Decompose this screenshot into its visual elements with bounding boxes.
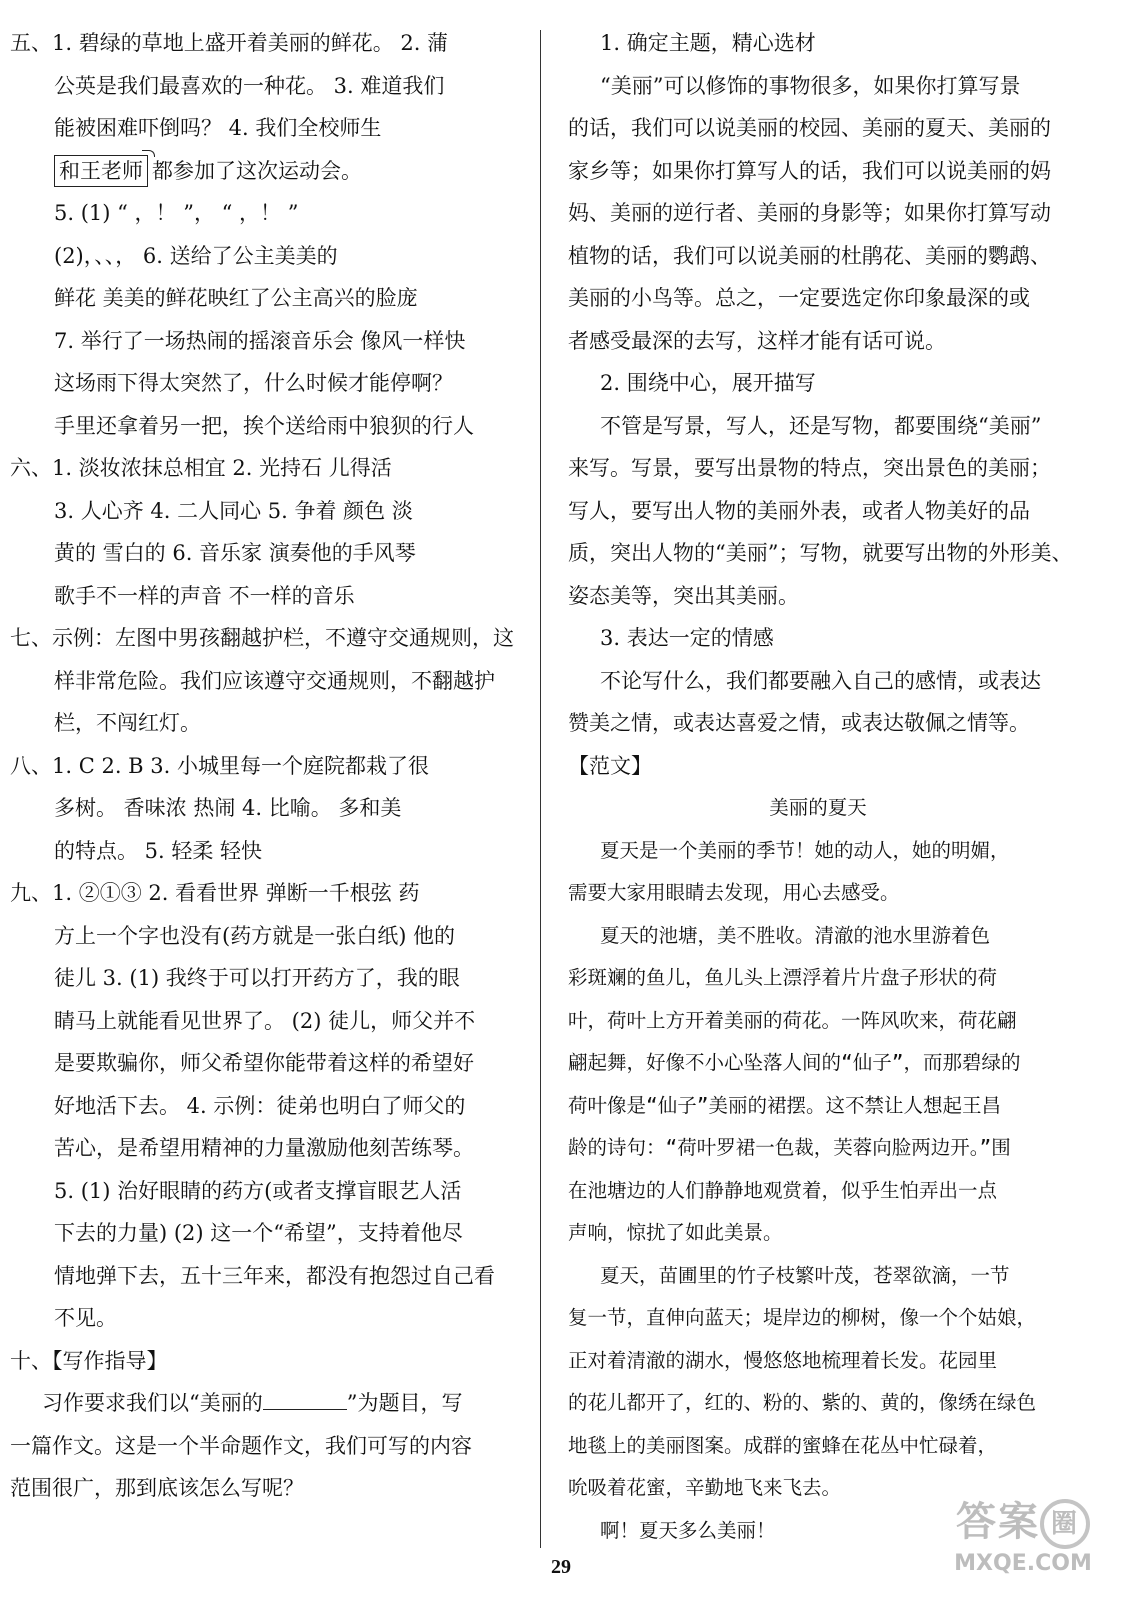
- text-line: 植物的话，我们可以说美丽的杜鹃花、美丽的鹦鹉、: [568, 243, 1051, 268]
- section-5: [10, 22, 520, 447]
- text-line: 睛马上就能看见世界了。 (2) 徒儿，师父并不: [54, 1008, 476, 1033]
- text-line: 5. (1) 治好眼睛的药方(或者支撑盲眼艺人活: [54, 1178, 462, 1203]
- text-line: 家乡等；如果你打算写人的话，我们可以说美丽的妈: [568, 158, 1051, 183]
- text-line: 下去的力量) (2) 这一个“希望”，支持着他尽: [54, 1221, 463, 1245]
- text-fragment: 习作要求我们以“美丽的: [42, 1391, 263, 1415]
- watermark-logo: [938, 1496, 1108, 1592]
- guide-point-2: [568, 362, 1073, 617]
- essay-title: 美丽的夏天: [769, 796, 867, 819]
- text-line: 能被困难吓倒吗？ 4. 我们全校师生: [54, 116, 382, 140]
- text-line: 苦心，是希望用精神的力量激励他刻苦练琴。: [54, 1136, 474, 1160]
- essay-line: 龄的诗句：“荷叶罗裙一色裁，芙蓉向脸两边开。”围: [568, 1136, 1011, 1159]
- essay-line: 叶，荷叶上方开着美丽的荷花。一阵风吹来，荷花翩: [568, 1008, 1017, 1032]
- text-line: 妈、美丽的逆行者、美丽的身影等；如果你打算写动: [568, 201, 1051, 225]
- point-heading: 1. 确定主题，精心选材: [600, 31, 816, 55]
- text-fragment: ”为题目，写: [346, 1391, 463, 1415]
- essay-line: 复一节，直伸向蓝天；堤岸边的柳树，像一个个姑娘，: [568, 1306, 1037, 1329]
- section-6: [10, 447, 520, 617]
- page-number: 29: [551, 1556, 571, 1578]
- text-line: 不管是写景，写人，还是写物，都要围绕“美丽”: [600, 413, 1042, 438]
- text-line: 歌手不一样的声音 不一样的音乐: [54, 583, 355, 608]
- essay-line: 的花儿都开了，红的、粉的、紫的、黄的，像绣在绿色: [568, 1391, 1037, 1414]
- essay-line: 声响，惊扰了如此美景。: [568, 1221, 783, 1244]
- section-10: [10, 1340, 520, 1510]
- text-line: 不论写什么，我们都要融入自己的感情，或表达: [600, 668, 1041, 693]
- text-line: 八、1. C 2. B 3. 小城里每一个庭院都栽了很: [10, 753, 429, 778]
- text-line: 徒儿 3. (1) 我终于可以打开药方了，我的眼: [54, 966, 460, 990]
- text-line: 是要欺骗你，师父希望你能带着这样的希望好: [54, 1051, 474, 1075]
- guide-point-1: [568, 22, 1068, 362]
- sample-essay-tag: 【范文】: [568, 753, 652, 778]
- fill-in-blank: [263, 1385, 347, 1410]
- text-line: 者感受最深的去写，这样才能有话可说。: [568, 328, 946, 353]
- point-heading: 3. 表达一定的情感: [600, 626, 774, 650]
- essay-line: 正对着清澈的湖水，慢悠悠地梳理着长发。花园里: [568, 1348, 998, 1372]
- text-line: 质，突出人物的“美丽”；写物，就要写出物的外形美、: [568, 541, 1073, 565]
- essay-line: 地毯上的美丽图案。成群的蜜蜂在花丛中忙碌着，: [568, 1433, 998, 1457]
- text-line: 范围很广，那到底该怎么写呢？: [10, 1476, 304, 1500]
- watermark-chars: 答案 圈: [938, 1496, 1108, 1549]
- text-line: 黄的 雪白的 6. 音乐家 演奏他的手风琴: [54, 541, 416, 565]
- section-8: [10, 745, 520, 873]
- essay-line: 夏天的池塘，美不胜收。清澈的池水里游着色: [600, 923, 991, 947]
- text-line: 样非常危险。我们应该遵守交通规则，不翻越护: [54, 668, 495, 693]
- text-line: 姿态美等，突出其美丽。: [568, 583, 799, 608]
- left-column: [10, 22, 520, 1510]
- text-line: 不见。: [54, 1306, 117, 1330]
- text-line: 情地弹下去，五十三年来，都没有抱怨过自己看: [54, 1263, 495, 1288]
- right-column: [568, 22, 1073, 1552]
- text-line: 的特点。 5. 轻柔 轻快: [54, 838, 263, 863]
- essay-line: 夏天是一个美丽的季节！她的动人，她的明媚，: [600, 838, 1010, 862]
- text-line: (2)，、、， 6. 送给了公主美美的: [54, 243, 338, 268]
- text-line: 赞美之情，或表达喜爱之情，或表达敬佩之情等。: [568, 711, 1030, 735]
- text-line: 九、1. ②①③ 2. 看看世界 弹断一千根弦 药: [10, 881, 420, 905]
- essay-line: 翩起舞，好像不小心坠落人间的“仙子”，而那碧绿的: [568, 1051, 1021, 1074]
- essay-line: 荷叶像是“仙子”美丽的裙摆。这不禁让人想起王昌: [568, 1093, 1001, 1117]
- text-line: 鲜花 美美的鲜花映红了公主高兴的脸庞: [54, 286, 418, 310]
- text-line: 来写。写景，要写出景物的特点，突出景色的美丽；: [568, 456, 1051, 480]
- guide-point-3: [568, 617, 1068, 745]
- text-line: [10, 1382, 520, 1425]
- text-line: 7. 举行了一场热闹的摇滚音乐会 像风一样快: [54, 328, 466, 353]
- text-line: 手里还拿着另一把，挨个送给雨中狼狈的行人: [54, 413, 474, 438]
- text-line: 好地活下去。 4. 示例：徒弟也明白了师父的: [54, 1093, 466, 1118]
- text-line: 3. 人心齐 4. 二人同心 5. 争着 颜色 淡: [54, 498, 413, 523]
- text-line: 一篇作文。这是一个半命题作文，我们可写的内容: [10, 1433, 472, 1458]
- essay-line: 在池塘边的人们静静地观赏着，似乎生怕弄出一点: [568, 1178, 998, 1202]
- text-line: 5. (1) “ ，！ ”， “ ，！ ”: [54, 201, 299, 225]
- text-line: 公英是我们最喜欢的一种花。 3. 难道我们: [54, 73, 445, 98]
- essay-line: 彩斑斓的鱼儿，鱼儿头上漂浮着片片盘子形状的荷: [568, 966, 998, 989]
- watermark-site: MXQE.COM: [954, 1551, 1092, 1576]
- sample-essay: [568, 787, 1068, 1552]
- point-heading: 2. 围绕中心，展开描写: [600, 371, 816, 395]
- text-line: 七、示例：左图中男孩翻越护栏，不遵守交通规则，这: [10, 626, 514, 650]
- text-line: [10, 150, 520, 193]
- text-fragment: 都参加了这次运动会。: [152, 158, 362, 183]
- column-divider: [540, 30, 541, 1548]
- boxed-correction: 和王老师: [54, 155, 148, 187]
- text-line: “美丽”可以修饰的事物很多，如果你打算写景: [600, 73, 1021, 98]
- text-line: 美丽的小鸟等。总之，一定要选定你印象最深的或: [568, 286, 1030, 310]
- essay-line: 夏天，苗圃里的竹子枝繁叶茂，苍翠欲滴，一节: [600, 1263, 1010, 1287]
- essay-line: 需要大家用眼睛去发现，用心去感受。: [568, 881, 900, 904]
- text-line: 多树。 香味浓 热闹 4. 比喻。 多和美: [54, 796, 402, 820]
- text-line: 栏，不闯红灯。: [54, 711, 201, 735]
- essay-line: 吮吸着花蜜，辛勤地飞来飞去。: [568, 1476, 842, 1499]
- text-line: 这场雨下得太突然了，什么时候才能停啊？: [54, 371, 453, 395]
- text-line: 六、1. 淡妆浓抹总相宜 2. 光持石 儿得活: [10, 456, 392, 480]
- section-heading: 十、【写作指导】: [10, 1348, 168, 1373]
- text-line: 五、1. 碧绿的草地上盛开着美丽的鲜花。 2. 蒲: [10, 31, 449, 55]
- watermark-circle-icon: 圈: [1040, 1499, 1090, 1549]
- text-line: 的话，我们可以说美丽的校园、美丽的夏天、美丽的: [568, 116, 1051, 140]
- section-9: [10, 872, 520, 1340]
- essay-line: 啊！夏天多么美丽！: [600, 1518, 776, 1542]
- section-7: [10, 617, 520, 745]
- text-line: 方上一个字也没有(药方就是一张白纸) 他的: [54, 923, 456, 948]
- text-line: 写人，要写出人物的美丽外表，或者人物美好的品: [568, 498, 1030, 523]
